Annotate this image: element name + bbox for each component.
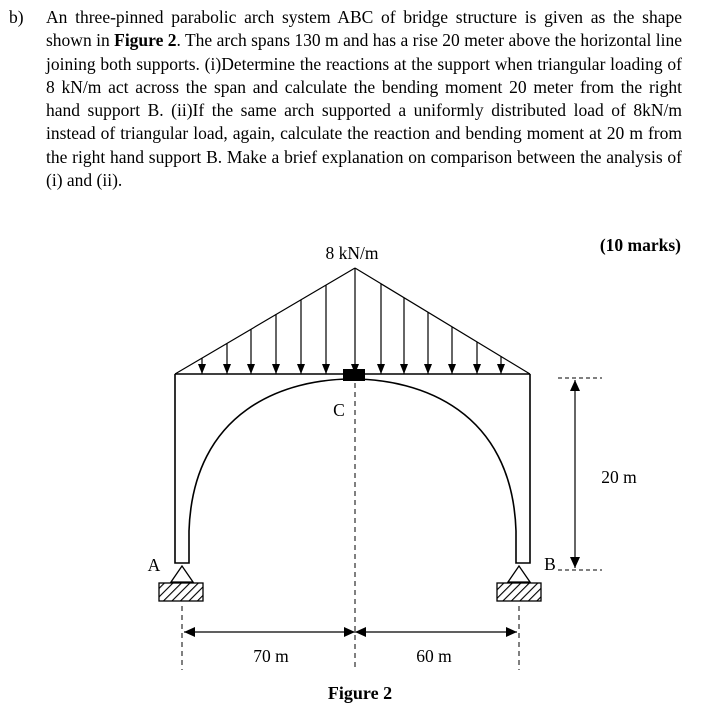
- triangular-load: [175, 268, 530, 374]
- arch-curve: [189, 379, 516, 531]
- point-b-label: B: [544, 554, 556, 574]
- span-arrow-mid-left: [344, 627, 355, 637]
- right-span-label: 60 m: [416, 646, 452, 666]
- marks-label: (10 marks): [599, 235, 681, 255]
- left-span-label: 70 m: [253, 646, 289, 666]
- question-text-part1: An three-pinned parabolic arch system ABC of bridge structure is given as the shape shown in: [46, 7, 682, 51]
- figure-caption: Figure 2: [327, 683, 393, 703]
- rise-label: 20 m: [601, 467, 637, 487]
- load-arrows: [198, 268, 505, 374]
- load-label: 8 kN/m: [325, 243, 379, 263]
- rise-arrow-top: [570, 380, 580, 391]
- span-arrow-right: [506, 627, 517, 637]
- left-column: [175, 374, 189, 563]
- span-arrow-mid-right: [355, 627, 366, 637]
- support-b: [497, 566, 541, 601]
- crown-hinge: [343, 369, 365, 381]
- right-column: [516, 374, 530, 563]
- rise-arrow-bottom: [570, 557, 580, 568]
- point-c-label: C: [333, 400, 345, 420]
- span-arrow-left: [184, 627, 195, 637]
- figure-reference: Figure 2: [114, 30, 177, 51]
- support-a: [159, 566, 203, 601]
- point-a-label: A: [147, 555, 161, 575]
- question-text-part2: . The arch spans 130 m and has a rise 20 meter above the horizontal line joining both supports. (i)Determine the reactions at the support when triangular loading of 8 kN/m act across the span and calculate the bending moment 20 meter from the right hand support B. (ii)If the same arch supported a uniformly distributed load of 8kN/m instead of triangular load, again, calculate the reaction and bending moment at 20 m from the right hand support B. Make a brief explanation on comparison between the analysis of (i) and (ii).: [46, 30, 682, 191]
- question-label: b): [9, 7, 24, 27]
